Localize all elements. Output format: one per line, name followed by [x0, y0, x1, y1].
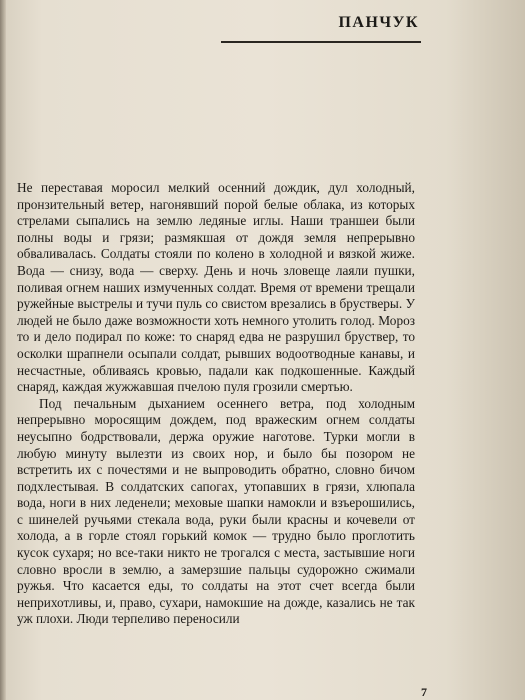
chapter-title: ПАНЧУК [338, 14, 419, 31]
book-spine-shadow [0, 0, 6, 700]
body-text [17, 180, 415, 628]
paragraph-2: Под печальным дыханием осеннего ветра, под холодным непрерывно моросящим дождем, под вражеским огнем солдаты неусыпно бодрствовали, держа оружие наготове. Турки могли в любую минуту вылезти из своих нор, и было бы позором не встретить их с почестями и не выпроводить обратно, словно бичом подхлестывая. В солдатских сапогах, утопавших в грязи, хлюпала вода, ноги в них леденели; меховые шапки намокли и взъерошились, с шинелей ручьями стекала вода, руки были красны и кочевели от холода, а в горле стоял горький комок — трудно было проглотить кусок сухаря; но все-таки никто не трогался с места, застывшие ноги словно вросли в землю, а замерзшие пальцы судорожно сжимали ружья. Что касается еды, то солдаты на этот счет всегда были неприхотливы, и, право, сухари, намокшие на дожде, казались не так уж плохи. Люди терпеливо переносили [17, 395, 415, 627]
page-number: 7 [421, 685, 427, 699]
paragraph-1: Не переставая моросил мелкий осенний дождик, дул холодный, пронзительный ветер, нагонявший порой белые облака, из которых стрелами сыпались на землю ледяные иглы. Наши траншеи были полны воды и грязи; размякшая от дождя земля непрерывно обваливалась. Солдаты стояли по колено в холодной и вязкой жиже. Вода — снизу, вода — сверху. День и ночь зловеще лаяли пушки, поливая огнем наших измученных солдат. Время от времени трещали ружейные выстрелы и тучи пуль со свистом врезались в брустверы. У людей не было даже возможности хоть немного утолить голод. Мороз то и дело подирал по коже: то снаряд едва не разрушил бруствер, то осколки шрапнели осыпали солдат, рывших водоотводные канавы, и несчастные, обливаясь кровью, падали как подкошенные. Каждый снаряд, каждая жужжавшая пчелою пуля грозили смертью. [17, 180, 415, 395]
header-rule [221, 41, 421, 43]
running-header [221, 14, 421, 43]
